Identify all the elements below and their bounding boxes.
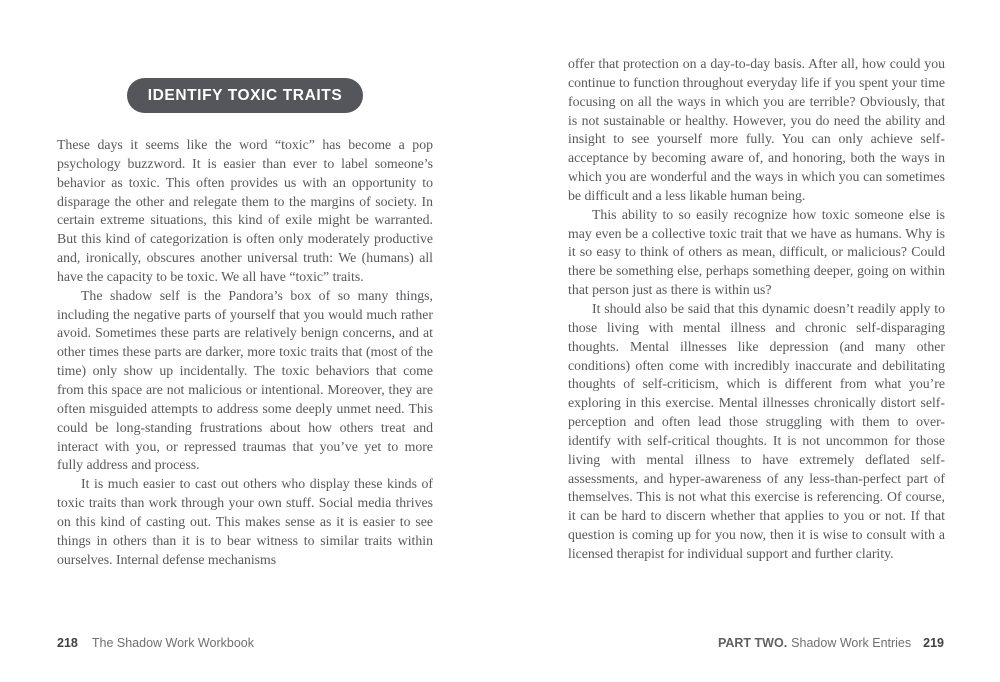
- right-page-footer: [718, 636, 944, 650]
- page-number: 218: [57, 636, 78, 650]
- section-title: Shadow Work Entries: [791, 636, 912, 650]
- section-title-badge-label: IDENTIFY TOXIC TRAITS: [147, 87, 343, 104]
- right-page-body: [568, 55, 945, 564]
- body-paragraph: These days it seems like the word “toxic” has become a pop psychology buzzword. It is easier than ever to label someone’s behavior as toxic. This often provides us with an opportunity to disparage the other and relegate them to the margins of society. In certain extreme situations, this kind of exile might be warranted. But this kind of categorization is often only moderately productive and, ironically, obscures another universal truth: We (humans) all have the capacity to be toxic. We all have “toxic” traits.: [57, 137, 433, 284]
- left-page: [57, 0, 433, 682]
- part-label: PART TWO.: [717, 636, 788, 650]
- left-page-body: [57, 136, 433, 569]
- body-paragraph: offer that protection on a day-to-day basis. After all, how could you continue to function throughout everyday life if you spent your time focusing on all the ways in which you are terrible? Obviously, that is not sustainable or healthy. However, you do need the ability and insight to see yourself more fully. You can only achieve self-acceptance by becoming aware of, and honoring, both the ways in which you are wonderful and the ways in which you can sometimes be difficult and a less likable human being.: [568, 56, 945, 203]
- body-paragraph: The shadow self is the Pandora’s box of so many things, including the negative parts of yourself that you would much rather avoid. Sometimes these parts are relatively benign concerns, and at other times these parts are darker, more toxic traits that (most of the time) only show up incidentally. The toxic behaviors that come from this space are not malicious or intentional. Moreover, they are often misguided attempts to address some deeply unmet need. This could be long-standing frustrations about how others treat and interact with you, or repressed traumas that you’ve yet to more fully address and process.: [57, 287, 433, 473]
- book-title: The Shadow Work Workbook: [91, 636, 254, 650]
- body-paragraph: It should also be said that this dynamic doesn’t readily apply to those living with mental illness and chronic self-disparaging thoughts. Mental illnesses like depression (and many other conditions) often come with incredibly inaccurate and debilitating thoughts of self-criticism, which is different from what you’re exploring in this exercise. Mental illnesses chronically distort self-perception and often lead those struggling with them to over-identify with self-critical thoughts. It is not uncommon for those living with mental illness to have extremely deflated self-assessments, and hyper-awareness of any less-than-perfect part of themselves. This is not what this exercise is referencing. Of course, it can be hard to discern whether that applies to you or not. If that question is coming up for you now, then it is wise to consult with a licensed therapist for individual support and further clarity.: [568, 300, 945, 561]
- body-paragraph: This ability to so easily recognize how toxic someone else is may even be a collective toxic trait that we have as humans. Why is it so easy to think of others as mean, difficult, or malicious? Could there be something else, perhaps something deeper, going on within that person just as there is within us?: [568, 206, 945, 298]
- right-page: [568, 0, 945, 682]
- body-paragraph: It is much easier to cast out others who display these kinds of toxic traits than work through your own stuff. Social media thrives on this kind of casting out. This makes sense as it is easier to see things in others than it is to bear witness to similar traits within ourselves. Internal defense mechanisms: [57, 476, 433, 567]
- section-title-badge: [127, 78, 364, 113]
- left-page-footer: [57, 636, 254, 650]
- page-number: 219: [923, 636, 944, 650]
